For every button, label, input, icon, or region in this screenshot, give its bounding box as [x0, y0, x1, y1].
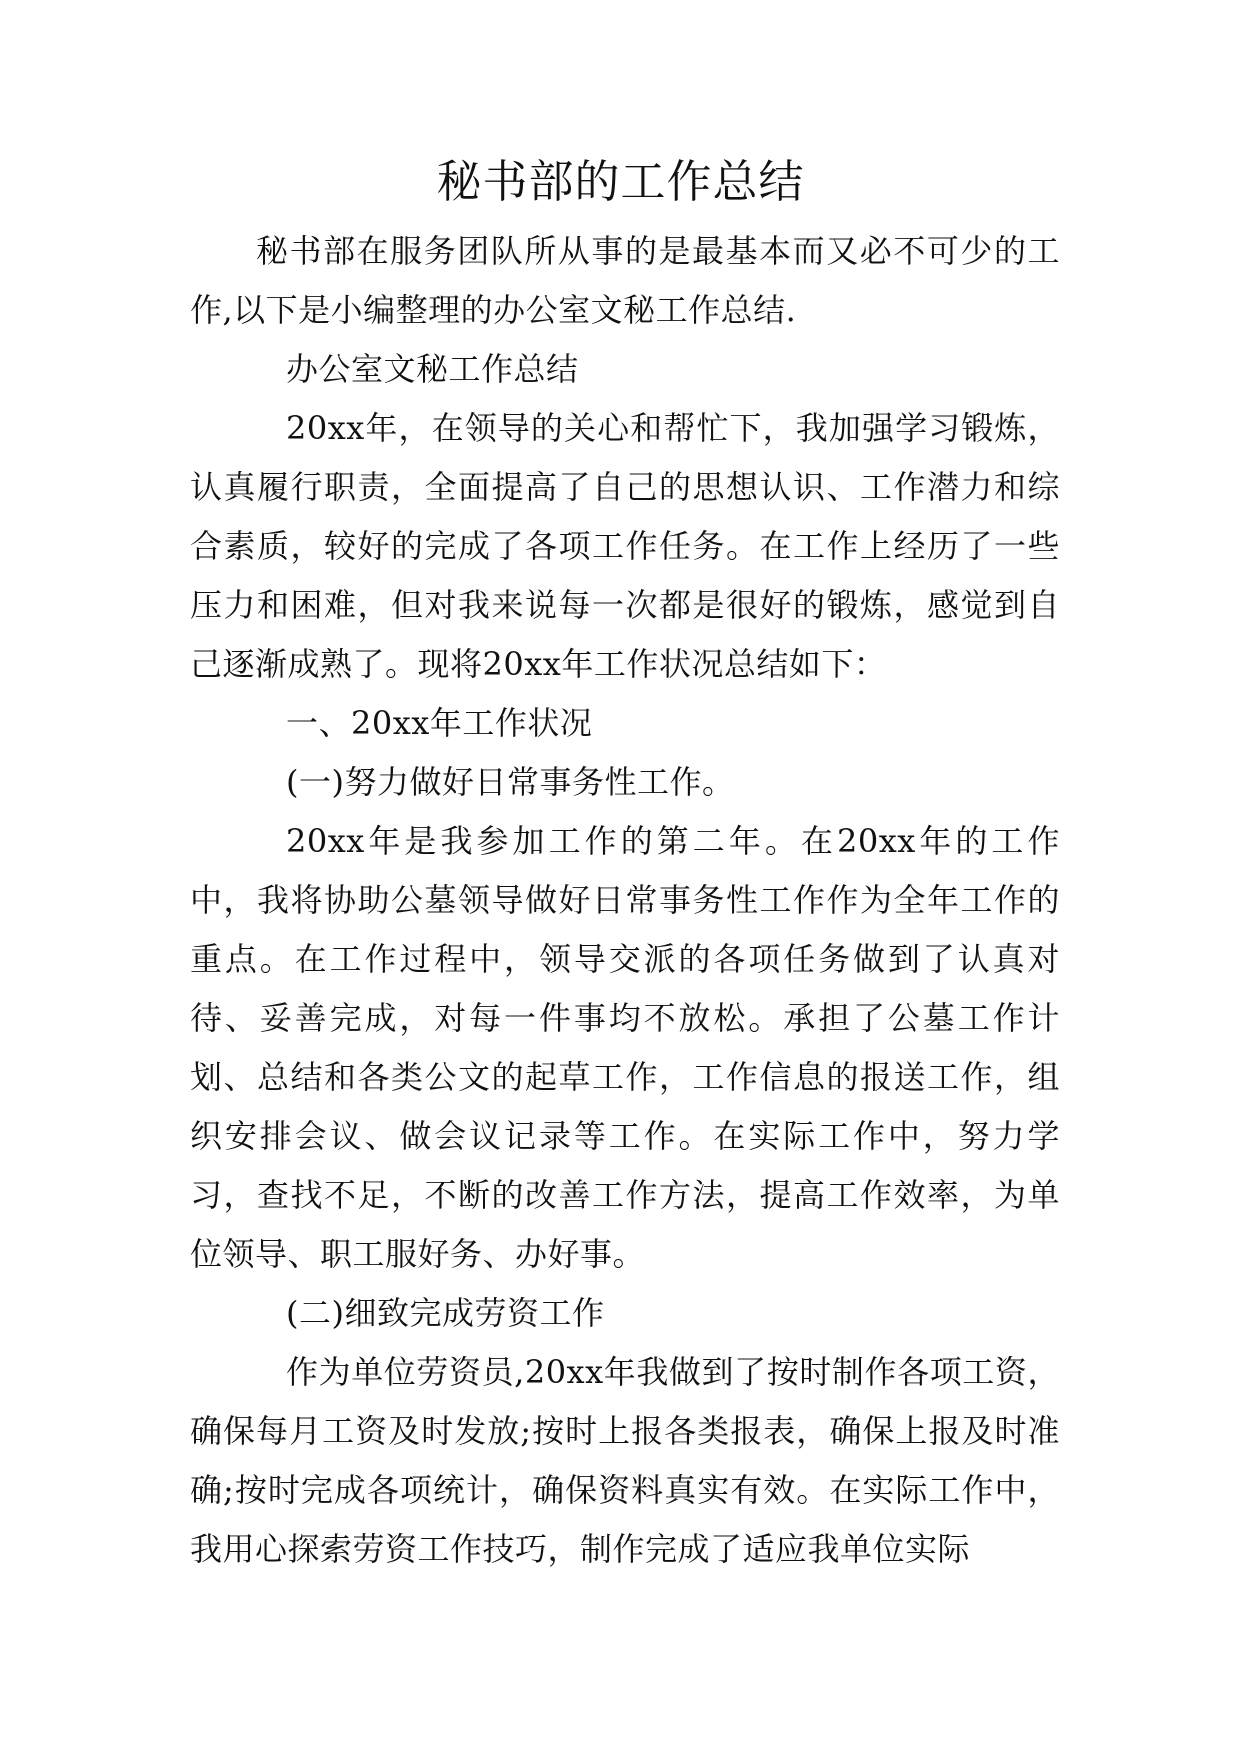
paragraph: 作为单位劳资员,20xx年我做到了按时制作各项工资，确保每月工资及时发放;按时上报各类报表，确保上报及时准确;按时完成各项统计，确保资料真实有效。在实际工作中，我用心探索劳资工作技巧，制作完成了适应我单位实际	[190, 1353, 1060, 1568]
subsection-heading: (二)细致完成劳资工作	[286, 1294, 605, 1332]
paragraph-intro: 秘书部在服务团队所从事的是最基本而又必不可少的工作,以下是小编整理的办公室文秘工作总结.	[190, 232, 1060, 329]
paragraph: 20xx年是我参加工作的第二年。在20xx年的工作中，我将协助公墓领导做好日常事务性工作作为全年工作的重点。在工作过程中，领导交派的各项任务做到了认真对待、妥善完成，对每一件事均不放松。承担了公墓工作计划、总结和各类公文的起草工作，工作信息的报送工作，组织安排会议、做会议记录等工作。在实际工作中，努力学习，查找不足，不断的改善工作方法，提高工作效率，为单位领导、职工服好务、办好事。	[190, 822, 1060, 1273]
section-heading: 办公室文秘工作总结	[286, 350, 579, 388]
subsection-heading: (一)努力做好日常事务性工作。	[286, 763, 735, 801]
paragraph: 20xx年，在领导的关心和帮忙下，我加强学习锻炼，认真履行职责，全面提高了自己的思想认识、工作潜力和综合素质，较好的完成了各项工作任务。在工作上经历了一些压力和困难，但对我来说每一次都是很好的锻炼，感觉到自己逐渐成熟了。现将20xx年工作状况总结如下：	[190, 409, 1060, 683]
document-body	[190, 222, 1060, 1579]
section-heading: 一、20xx年工作状况	[286, 704, 593, 742]
document-title: 秘书部的工作总结	[436, 155, 805, 208]
